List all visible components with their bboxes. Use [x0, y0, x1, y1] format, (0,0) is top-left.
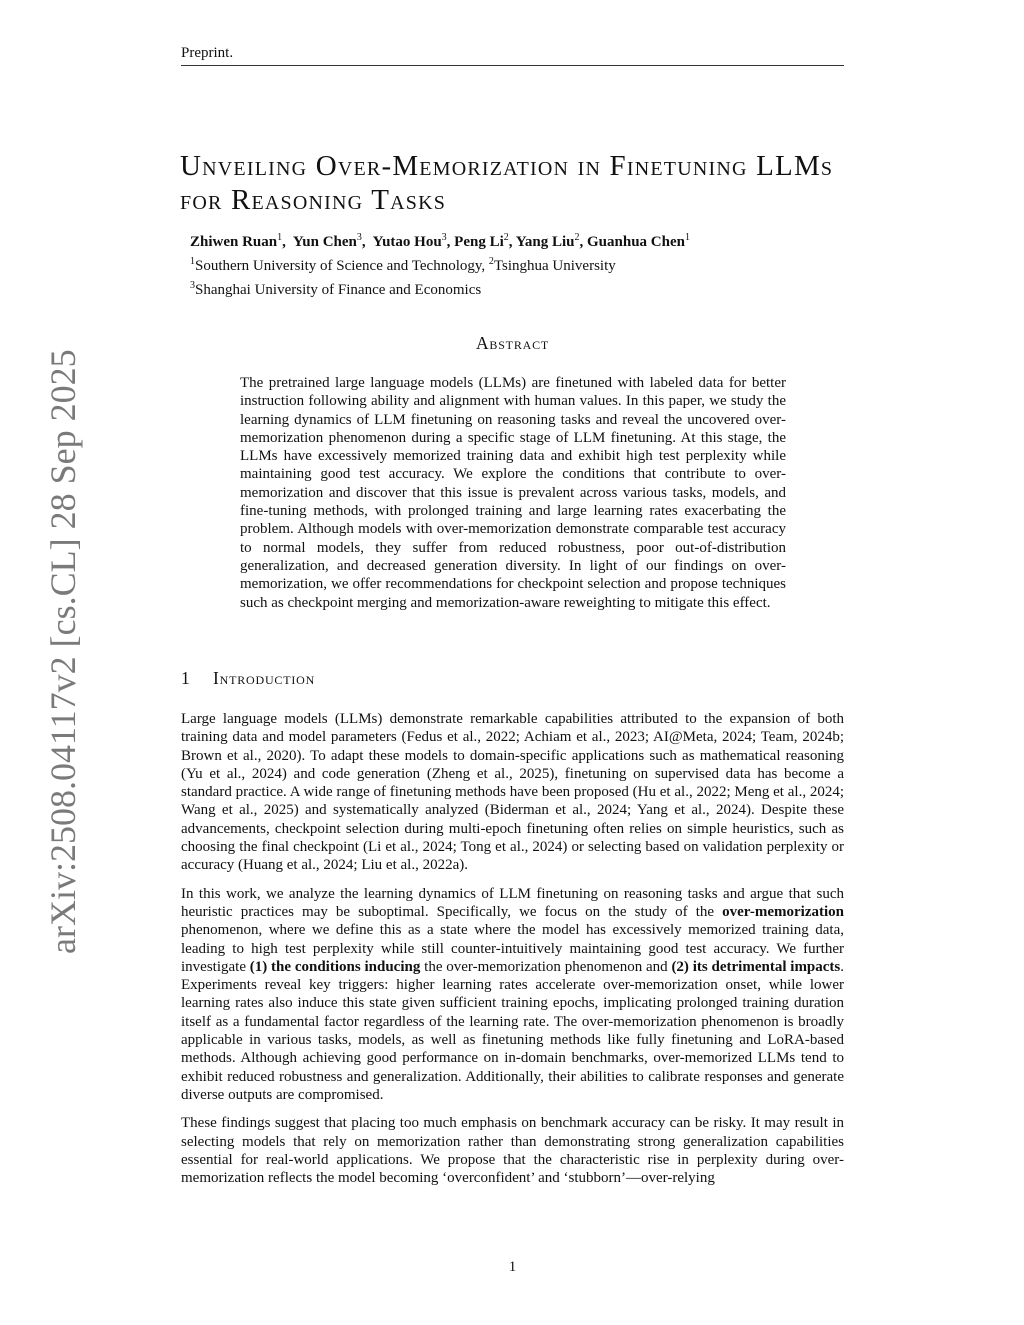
affiliation-marker: 1: [190, 256, 195, 267]
affiliation-name: Shanghai University of Finance and Economics: [195, 282, 482, 298]
affiliation-marker: 2: [503, 232, 509, 243]
abstract-heading: Abstract: [475, 333, 550, 353]
paragraph: Large language models (LLMs) demonstrate remarkable capabilities attributed to the expansion of both training data and model parameters (Fedus et al., 2022; Achiam et al., 2023; AI@Meta, 2024; Team, 2024b; Brown et al., 2020). To adapt these models to domain-specific applications such as mathematical reasoning (Yu et al., 2024) and code generation (Zheng et al., 2025), finetuning on supervised data has become a standard practice. A wide range of finetuning methods have been proposed (Hu et al., 2022; Meng et al., 2024; Wang et al., 2025) and systematically analyzed (Biderman et al., 2024; Yang et al., 2024). Despite these advancements, checkpoint selection during multi-epoch finetuning often relies on simple heuristics, such as choosing the final checkpoint (Li et al., 2024; Tong et al., 2024) or selecting based on validation perplexity or accuracy (Huang et al., 2024; Liu et al., 2022a).: [181, 711, 844, 874]
section-number: 1: [181, 668, 191, 688]
text-run: . Experiments reveal key triggers: higher learning rates accelerate over-memorization onset, while lower learning rates also induce this state given sufficient training epochs, implicating prolonged training duration itself as a fundamental factor regardless of the learning rate. The over-memorization phenomenon is broadly applicable in various tasks, models, as well as finetuning methods like fully finetuning and LoRA-based methods. Although achieving good performance on in-domain benchmarks, over-memorized LLMs tend to exhibit reduced robustness and generalization. Additionally, their abilities to calibrate responses and generate diverse outputs are compromised.: [181, 958, 845, 1103]
author-block: [190, 228, 830, 300]
affiliation-name: Tsinghua University: [493, 258, 616, 274]
section-heading: [181, 668, 315, 688]
page-number: 1: [508, 1259, 517, 1275]
affiliation-marker: 3: [441, 232, 447, 243]
paper-title: Unveiling Over-Memorization in Finetuning LLMs for Reasoning Tasks: [180, 150, 834, 217]
affiliation-line: [190, 276, 830, 300]
bold-term: over-memorization: [722, 903, 844, 920]
affiliation-marker: 1: [277, 232, 283, 243]
author-name: Zhiwen Ruan: [190, 234, 278, 250]
section-title: Introduction: [213, 668, 316, 688]
author-name: Peng Li: [454, 234, 504, 250]
text-run: In this work, we analyze the learning dynamics of LLM finetuning on reasoning tasks and argue that such heuristic practices may be suboptimal. Specifically, we focus on the study of the: [181, 885, 844, 920]
affiliation-marker: 2: [488, 256, 494, 267]
author-name: Yun Chen: [292, 234, 357, 250]
running-header: Preprint.: [181, 45, 234, 61]
affiliation-name: Southern University of Science and Technology,: [195, 258, 489, 274]
author-name: Guanhua Chen: [587, 234, 685, 250]
paragraph: These findings suggest that placing too much emphasis on benchmark accuracy can be risky. It may result in selecting models that rely on memorization rather than demonstrating strong generalization capabilities essential for real-world applications. We propose that the characteristic rise in perplexity during over-memorization reflects the model becoming ‘overconfident’ and ‘stubborn’—over-relying: [181, 1115, 844, 1187]
text-run: the over-memorization phenomenon and: [420, 958, 672, 975]
affiliation-marker: 2: [574, 232, 580, 243]
bold-term: (2) its detrimental impacts: [671, 958, 841, 975]
abstract-body: The pretrained large language models (LLMs) are finetuned with labeled data for better instruction following ability and alignment with human values. In this paper, we study the learning dynamics of LLM finetuning on reasoning tasks and reveal the uncovered over-memorization phenomenon during a specific stage of LLM finetuning. At this stage, the LLMs have excessively memorized training data and exhibit high test perplexity while maintaining good test accuracy. We explore the conditions that contribute to over-memorization and discover that this issue is prevalent across various tasks, models, and fine-tuning methods, with prolonged training and large learning rates exacerbating the problem. Although models with over-memorization demonstrate comparable test accuracy to normal models, they suffer from reduced robustness, poor out-of-distribution generalization, and decreased generation diversity. In light of our findings on over-memorization, we offer recommendations for checkpoint selection and propose techniques such as checkpoint merging and memorization-aware reweighting to mitigate this effect.: [240, 375, 786, 611]
header-rule: [181, 65, 844, 66]
arxiv-identifier[interactable]: arXiv:2508.04117v2 [cs.CL] 28 Sep 2025: [43, 349, 83, 954]
bold-term: (1) the conditions inducing: [249, 958, 421, 975]
affiliation-marker: 1: [684, 232, 690, 243]
affiliation-marker: 3: [190, 280, 195, 291]
paragraph: [181, 885, 844, 1105]
author-list: Zhiwen Ruan$^1$, Yun Chen$^3$, Yutao Hou$^3$, Peng Li$^2$, Yang Liu$^2$, Guanhua Chen$^1$: [190, 232, 690, 250]
affiliation-line: [190, 252, 830, 276]
affiliation-marker: 3: [356, 232, 362, 243]
section-body: [181, 710, 844, 1197]
author-name: Yang Liu: [515, 234, 575, 250]
author-name: Yutao Hou: [372, 234, 442, 250]
text-run: phenomenon, where we define this as a state where the model has excessively memorized training data, leading to high test perplexity while still counter-intuitively maintaining good test accuracy. We further investigate: [181, 922, 844, 975]
